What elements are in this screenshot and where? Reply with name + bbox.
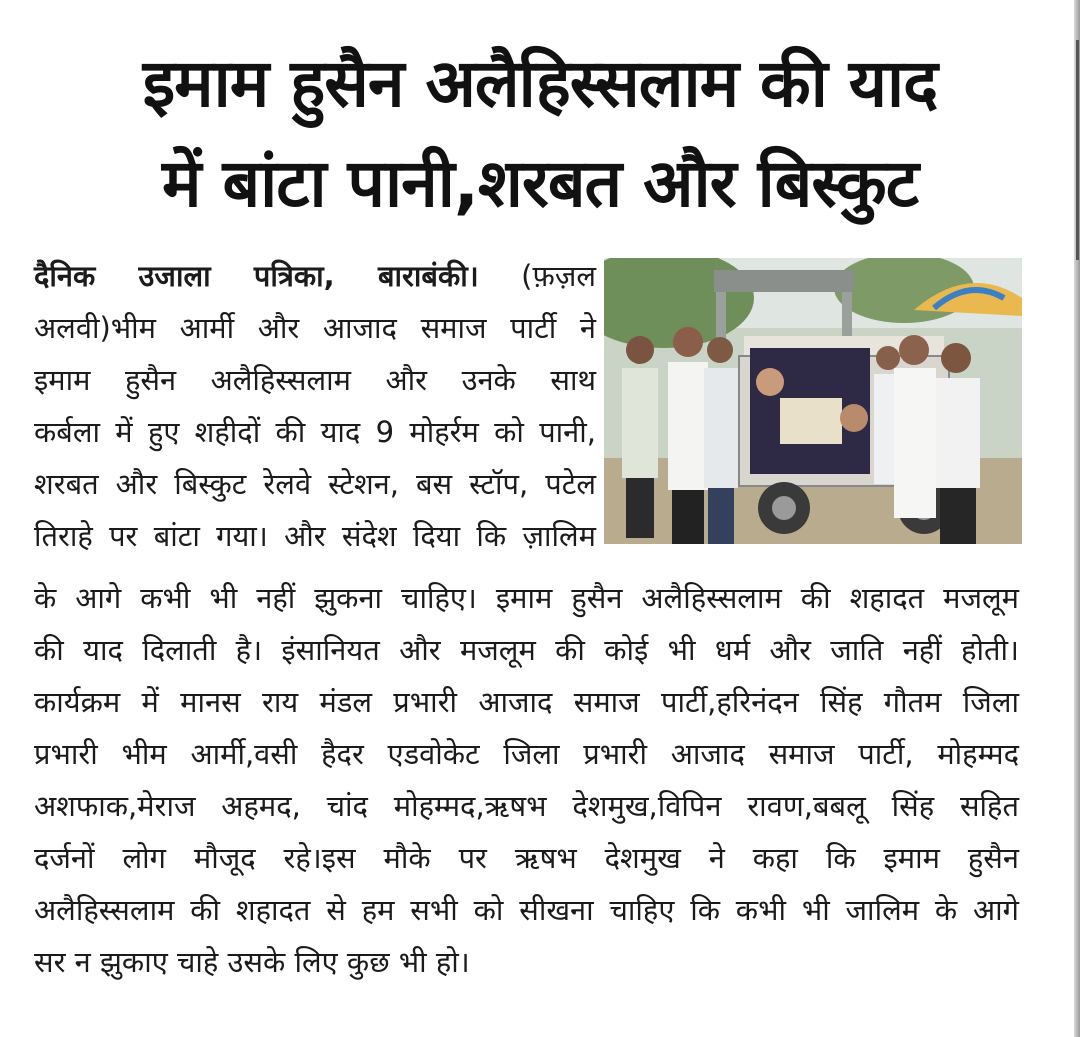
headline-line-2: में बांटा पानी,शरबत और बिस्कुट	[162, 145, 918, 222]
article-line-9: कार्यक्रम में मानस राय मंडल प्रभारी आजाद समाज पार्टी,हरिनंदन सिंह गौतम जिला	[34, 685, 1019, 719]
article-line-5: शरबत और बिस्कुट रेलवे स्टेशन, बस स्टॉप, पटेल	[34, 467, 596, 501]
article-line-14: सर न झुकाए चाहे उसके लिए कुछ भी हो।	[34, 945, 470, 979]
article-line-11: अशफाक,मेराज अहमद, चांद मोहम्मद,ऋषभ देशमुख,विपिन रावण,बबलू सिंह सहित	[34, 789, 1019, 823]
article-line-10: प्रभारी भीम आर्मी,वसी हैदर एडवोकेट जिला प्रभारी आजाद समाज पार्टी, मोहम्मद	[34, 737, 1019, 771]
article-line-13: अलैहिस्सलाम की शहादत से हम सभी को सीखना चाहिए कि कभी भी जालिम के आगे	[34, 893, 1019, 927]
news-photo	[604, 258, 1022, 544]
page-edge	[1074, 0, 1080, 1037]
article-line-12: दर्जनों लोग मौजूद रहे।इस मौके पर ऋषभ देशमुख ने कहा कि इमाम हुसैन	[34, 841, 1019, 875]
article-line-7: के आगे कभी भी नहीं झुकना चाहिए। इमाम हुसैन अलैहिस्सलाम की शहादत मजलूम	[34, 581, 1019, 615]
article-line-6: तिराहे पर बांटा गया। और संदेश दिया कि ज़ालिम	[34, 519, 596, 553]
article-line-3: इमाम हुसैन अलैहिस्सलाम और उनके साथ	[34, 363, 596, 397]
headline-line-1: इमाम हुसैन अलैहिस्सलाम की याद	[142, 45, 938, 122]
article-line-4: कर्बला में हुए शहीदों की याद 9 मोहर्रम को पानी,	[34, 415, 596, 449]
article-line-8: की याद दिलाती है। इंसानियत और मजलूम की कोई भी धर्म और जाति नहीं होती।	[34, 633, 1019, 667]
dateline: दैनिक उजाला पत्रिका, बाराबंकी।	[34, 259, 479, 293]
article-line-2: अलवी)भीम आर्मी और आजाद समाज पार्टी ने	[34, 311, 596, 345]
news-photo-drawing	[604, 258, 1022, 544]
article-line-1-text: (फ़ज़ल	[521, 259, 596, 293]
article-line-1	[34, 250, 596, 302]
